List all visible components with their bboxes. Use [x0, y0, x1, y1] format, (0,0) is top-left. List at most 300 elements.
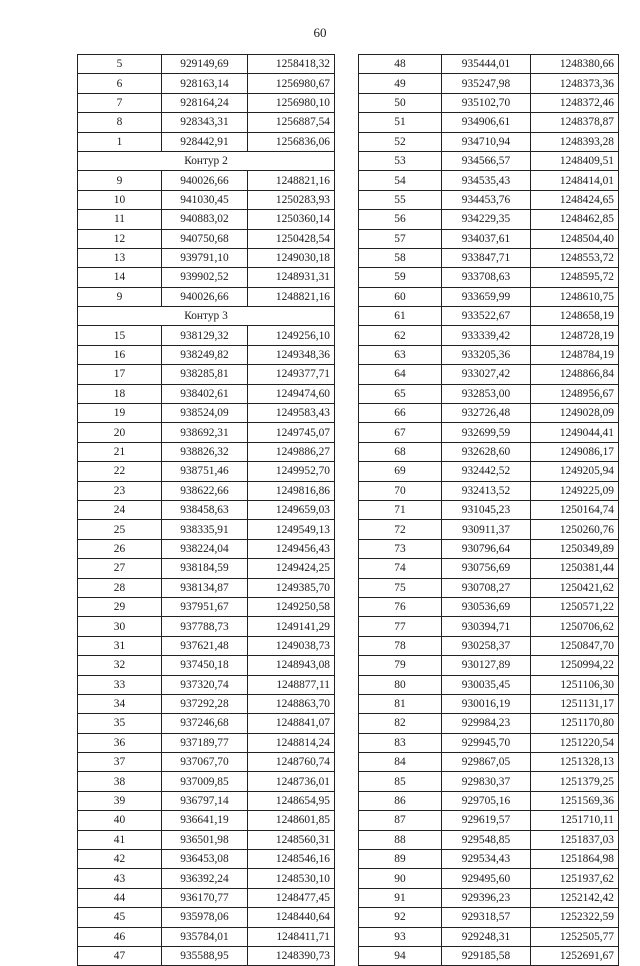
y-coordinate-cell: 1248373,36: [531, 74, 619, 93]
table-row: [359, 151, 619, 170]
point-number-cell: 40: [78, 811, 162, 830]
point-number-cell: 21: [78, 442, 162, 461]
table-row: [359, 229, 619, 248]
point-number-cell: 28: [78, 578, 162, 597]
table-row: [359, 714, 619, 733]
y-coordinate-cell: 1248821,16: [248, 171, 335, 190]
point-number-cell: 30: [78, 617, 162, 636]
table-row: [359, 113, 619, 132]
y-coordinate-cell: 1256887,54: [248, 113, 335, 132]
y-coordinate-cell: 1258418,32: [248, 55, 335, 74]
y-coordinate-cell: 1248504,40: [531, 229, 619, 248]
table-row: [78, 539, 335, 558]
x-coordinate-cell: 938458,63: [162, 500, 248, 519]
y-coordinate-cell: 1248736,01: [248, 772, 335, 791]
table-row: [78, 927, 335, 946]
x-coordinate-cell: 938402,61: [162, 384, 248, 403]
point-number-cell: 17: [78, 365, 162, 384]
y-coordinate-cell: 1249256,10: [248, 326, 335, 345]
y-coordinate-cell: 1249205,94: [531, 462, 619, 481]
table-row: [359, 908, 619, 927]
y-coordinate-cell: 1248610,75: [531, 287, 619, 306]
table-row: [78, 559, 335, 578]
x-coordinate-cell: 934566,57: [442, 151, 531, 170]
x-coordinate-cell: 930536,69: [442, 597, 531, 616]
table-row: [78, 268, 335, 287]
table-row: [359, 830, 619, 849]
y-coordinate-cell: 1249816,86: [248, 481, 335, 500]
point-number-cell: 11: [78, 210, 162, 229]
table-row: [78, 714, 335, 733]
y-coordinate-cell: 1256980,10: [248, 93, 335, 112]
point-number-cell: 66: [359, 404, 442, 423]
x-coordinate-cell: 934037,61: [442, 229, 531, 248]
point-number-cell: 15: [78, 326, 162, 345]
x-coordinate-cell: 934535,43: [442, 171, 531, 190]
y-coordinate-cell: 1250381,44: [531, 559, 619, 578]
y-coordinate-cell: 1251937,62: [531, 869, 619, 888]
x-coordinate-cell: 938184,59: [162, 559, 248, 578]
x-coordinate-cell: 935588,95: [162, 946, 248, 965]
point-number-cell: 24: [78, 500, 162, 519]
table-row: [78, 481, 335, 500]
table-row: [78, 326, 335, 345]
x-coordinate-cell: 938524,09: [162, 404, 248, 423]
y-coordinate-cell: 1248728,19: [531, 326, 619, 345]
y-coordinate-cell: 1248424,65: [531, 190, 619, 209]
table-row: [78, 772, 335, 791]
x-coordinate-cell: 936392,24: [162, 869, 248, 888]
x-coordinate-cell: 930756,69: [442, 559, 531, 578]
y-coordinate-cell: 1248601,85: [248, 811, 335, 830]
y-coordinate-cell: 1248530,10: [248, 869, 335, 888]
table-row: [359, 190, 619, 209]
table-row: [359, 365, 619, 384]
y-coordinate-cell: 1248760,74: [248, 753, 335, 772]
x-coordinate-cell: 930127,89: [442, 656, 531, 675]
y-coordinate-cell: 1256836,06: [248, 132, 335, 151]
point-number-cell: 19: [78, 404, 162, 423]
x-coordinate-cell: 929318,57: [442, 908, 531, 927]
y-coordinate-cell: 1250421,62: [531, 578, 619, 597]
x-coordinate-cell: 928164,24: [162, 93, 248, 112]
table-row: [359, 268, 619, 287]
y-coordinate-cell: 1248821,16: [248, 287, 335, 306]
x-coordinate-cell: 929248,31: [442, 927, 531, 946]
table-row: [359, 442, 619, 461]
y-coordinate-cell: 1248409,51: [531, 151, 619, 170]
x-coordinate-cell: 932442,52: [442, 462, 531, 481]
table-row: [78, 248, 335, 267]
x-coordinate-cell: 932726,48: [442, 404, 531, 423]
y-coordinate-cell: 1251837,03: [531, 830, 619, 849]
table-row: [78, 694, 335, 713]
x-coordinate-cell: 928442,91: [162, 132, 248, 151]
x-coordinate-cell: 930035,45: [442, 675, 531, 694]
x-coordinate-cell: 937788,73: [162, 617, 248, 636]
table-row: [78, 675, 335, 694]
point-number-cell: 78: [359, 636, 442, 655]
x-coordinate-cell: 940883,02: [162, 210, 248, 229]
y-coordinate-cell: 1249424,25: [248, 559, 335, 578]
y-coordinate-cell: 1250360,14: [248, 210, 335, 229]
point-number-cell: 84: [359, 753, 442, 772]
x-coordinate-cell: 930258,37: [442, 636, 531, 655]
y-coordinate-cell: 1249745,07: [248, 423, 335, 442]
point-number-cell: 57: [359, 229, 442, 248]
table-row: [78, 908, 335, 927]
table-row: [78, 888, 335, 907]
point-number-cell: 77: [359, 617, 442, 636]
y-coordinate-cell: 1248956,67: [531, 384, 619, 403]
x-coordinate-cell: 937009,85: [162, 772, 248, 791]
contour-header-row: [78, 307, 335, 326]
x-coordinate-cell: 929705,16: [442, 791, 531, 810]
y-coordinate-cell: 1248378,87: [531, 113, 619, 132]
point-number-cell: 20: [78, 423, 162, 442]
point-number-cell: 1: [78, 132, 162, 151]
table-row: [78, 345, 335, 364]
x-coordinate-cell: 936453,08: [162, 850, 248, 869]
x-coordinate-cell: 935978,06: [162, 908, 248, 927]
table-row: [78, 753, 335, 772]
point-number-cell: 16: [78, 345, 162, 364]
point-number-cell: 34: [78, 694, 162, 713]
y-coordinate-cell: 1252505,77: [531, 927, 619, 946]
x-coordinate-cell: 938622,66: [162, 481, 248, 500]
point-number-cell: 33: [78, 675, 162, 694]
y-coordinate-cell: 1252691,67: [531, 946, 619, 965]
point-number-cell: 52: [359, 132, 442, 151]
table-row: [78, 520, 335, 539]
x-coordinate-cell: 933522,67: [442, 307, 531, 326]
x-coordinate-cell: 938249,82: [162, 345, 248, 364]
x-coordinate-cell: 936797,14: [162, 791, 248, 810]
x-coordinate-cell: 940750,68: [162, 229, 248, 248]
y-coordinate-cell: 1249583,43: [248, 404, 335, 423]
x-coordinate-cell: 933205,36: [442, 345, 531, 364]
y-coordinate-cell: 1249030,18: [248, 248, 335, 267]
y-coordinate-cell: 1248372,46: [531, 93, 619, 112]
y-coordinate-cell: 1248411,71: [248, 927, 335, 946]
point-number-cell: 81: [359, 694, 442, 713]
x-coordinate-cell: 937951,67: [162, 597, 248, 616]
point-number-cell: 94: [359, 946, 442, 965]
y-coordinate-cell: 1256980,67: [248, 74, 335, 93]
x-coordinate-cell: 929619,57: [442, 811, 531, 830]
y-coordinate-cell: 1249377,71: [248, 365, 335, 384]
point-number-cell: 60: [359, 287, 442, 306]
x-coordinate-cell: 936641,19: [162, 811, 248, 830]
table-row: [359, 927, 619, 946]
table-row: [78, 365, 335, 384]
x-coordinate-cell: 929534,43: [442, 850, 531, 869]
y-coordinate-cell: 1248560,31: [248, 830, 335, 849]
point-number-cell: 43: [78, 869, 162, 888]
x-coordinate-cell: 932699,59: [442, 423, 531, 442]
point-number-cell: 35: [78, 714, 162, 733]
y-coordinate-cell: 1248658,19: [531, 307, 619, 326]
table-row: [78, 93, 335, 112]
point-number-cell: 29: [78, 597, 162, 616]
point-number-cell: 87: [359, 811, 442, 830]
y-coordinate-cell: 1249225,09: [531, 481, 619, 500]
y-coordinate-cell: 1250349,89: [531, 539, 619, 558]
point-number-cell: 18: [78, 384, 162, 403]
x-coordinate-cell: 935247,98: [442, 74, 531, 93]
y-coordinate-cell: 1251106,30: [531, 675, 619, 694]
y-coordinate-cell: 1248595,72: [531, 268, 619, 287]
point-number-cell: 5: [78, 55, 162, 74]
table-row: [359, 656, 619, 675]
point-number-cell: 59: [359, 268, 442, 287]
point-number-cell: 10: [78, 190, 162, 209]
point-number-cell: 50: [359, 93, 442, 112]
y-coordinate-cell: 1248477,45: [248, 888, 335, 907]
point-number-cell: 82: [359, 714, 442, 733]
point-number-cell: 48: [359, 55, 442, 74]
y-coordinate-cell: 1250706,62: [531, 617, 619, 636]
y-coordinate-cell: 1248380,66: [531, 55, 619, 74]
x-coordinate-cell: 938826,32: [162, 442, 248, 461]
x-coordinate-cell: 933339,42: [442, 326, 531, 345]
table-row: [359, 850, 619, 869]
point-number-cell: 7: [78, 93, 162, 112]
x-coordinate-cell: 928343,31: [162, 113, 248, 132]
point-number-cell: 25: [78, 520, 162, 539]
table-row: [359, 733, 619, 752]
table-row: [78, 830, 335, 849]
x-coordinate-cell: 937246,68: [162, 714, 248, 733]
table-row: [359, 384, 619, 403]
point-number-cell: 39: [78, 791, 162, 810]
x-coordinate-cell: 937067,70: [162, 753, 248, 772]
x-coordinate-cell: 930796,64: [442, 539, 531, 558]
table-row: [359, 791, 619, 810]
table-row: [359, 345, 619, 364]
table-row: [78, 946, 335, 965]
x-coordinate-cell: 937320,74: [162, 675, 248, 694]
table-row: [359, 481, 619, 500]
table-row: [78, 55, 335, 74]
x-coordinate-cell: 938751,46: [162, 462, 248, 481]
x-coordinate-cell: 938134,87: [162, 578, 248, 597]
table-row: [78, 500, 335, 519]
point-number-cell: 67: [359, 423, 442, 442]
y-coordinate-cell: 1248866,84: [531, 365, 619, 384]
table-row: [359, 578, 619, 597]
table-row: [78, 404, 335, 423]
x-coordinate-cell: 929945,70: [442, 733, 531, 752]
table-row: [359, 404, 619, 423]
x-coordinate-cell: 929396,23: [442, 888, 531, 907]
y-coordinate-cell: 1249141,29: [248, 617, 335, 636]
table-row: [78, 578, 335, 597]
point-number-cell: 80: [359, 675, 442, 694]
point-number-cell: 41: [78, 830, 162, 849]
point-number-cell: 79: [359, 656, 442, 675]
point-number-cell: 9: [78, 171, 162, 190]
table-row: [359, 287, 619, 306]
y-coordinate-cell: 1249886,27: [248, 442, 335, 461]
x-coordinate-cell: 929495,60: [442, 869, 531, 888]
x-coordinate-cell: 938692,31: [162, 423, 248, 442]
y-coordinate-cell: 1249086,17: [531, 442, 619, 461]
x-coordinate-cell: 929185,58: [442, 946, 531, 965]
y-coordinate-cell: 1248931,31: [248, 268, 335, 287]
table-row: [78, 850, 335, 869]
y-coordinate-cell: 1250847,70: [531, 636, 619, 655]
table-row: [78, 636, 335, 655]
x-coordinate-cell: 933659,99: [442, 287, 531, 306]
table-row: [359, 210, 619, 229]
x-coordinate-cell: 934453,76: [442, 190, 531, 209]
table-row: [359, 423, 619, 442]
table-row: [359, 772, 619, 791]
table-row: [359, 500, 619, 519]
x-coordinate-cell: 934229,35: [442, 210, 531, 229]
point-number-cell: 31: [78, 636, 162, 655]
contour-title: Контур 2: [78, 151, 335, 170]
point-number-cell: 70: [359, 481, 442, 500]
x-coordinate-cell: 938129,32: [162, 326, 248, 345]
point-number-cell: 69: [359, 462, 442, 481]
table-row: [78, 190, 335, 209]
x-coordinate-cell: 935784,01: [162, 927, 248, 946]
y-coordinate-cell: 1250164,74: [531, 500, 619, 519]
table-row: [359, 520, 619, 539]
point-number-cell: 13: [78, 248, 162, 267]
x-coordinate-cell: 932628,60: [442, 442, 531, 461]
point-number-cell: 62: [359, 326, 442, 345]
y-coordinate-cell: 1251569,36: [531, 791, 619, 810]
point-number-cell: 61: [359, 307, 442, 326]
point-number-cell: 85: [359, 772, 442, 791]
point-number-cell: 6: [78, 74, 162, 93]
point-number-cell: 92: [359, 908, 442, 927]
point-number-cell: 68: [359, 442, 442, 461]
x-coordinate-cell: 938285,81: [162, 365, 248, 384]
point-number-cell: 32: [78, 656, 162, 675]
x-coordinate-cell: 936170,77: [162, 888, 248, 907]
point-number-cell: 63: [359, 345, 442, 364]
x-coordinate-cell: 938335,91: [162, 520, 248, 539]
y-coordinate-cell: 1249474,60: [248, 384, 335, 403]
x-coordinate-cell: 930394,71: [442, 617, 531, 636]
y-coordinate-cell: 1251170,80: [531, 714, 619, 733]
table-row: [359, 811, 619, 830]
y-coordinate-cell: 1248462,85: [531, 210, 619, 229]
table-row: [78, 113, 335, 132]
point-number-cell: 14: [78, 268, 162, 287]
y-coordinate-cell: 1251864,98: [531, 850, 619, 869]
point-number-cell: 76: [359, 597, 442, 616]
table-row: [359, 675, 619, 694]
table-row: [78, 171, 335, 190]
table-row: [359, 248, 619, 267]
point-number-cell: 44: [78, 888, 162, 907]
y-coordinate-cell: 1248553,72: [531, 248, 619, 267]
x-coordinate-cell: 939902,52: [162, 268, 248, 287]
x-coordinate-cell: 935102,70: [442, 93, 531, 112]
point-number-cell: 47: [78, 946, 162, 965]
point-number-cell: 36: [78, 733, 162, 752]
table-row: [359, 597, 619, 616]
x-coordinate-cell: 930911,37: [442, 520, 531, 539]
point-number-cell: 37: [78, 753, 162, 772]
y-coordinate-cell: 1249659,03: [248, 500, 335, 519]
point-number-cell: 71: [359, 500, 442, 519]
point-number-cell: 72: [359, 520, 442, 539]
x-coordinate-cell: 933027,42: [442, 365, 531, 384]
point-number-cell: 53: [359, 151, 442, 170]
y-coordinate-cell: 1250260,76: [531, 520, 619, 539]
table-row: [78, 617, 335, 636]
table-row: [359, 326, 619, 345]
y-coordinate-cell: 1248393,28: [531, 132, 619, 151]
table-row: [78, 733, 335, 752]
x-coordinate-cell: 940026,66: [162, 287, 248, 306]
y-coordinate-cell: 1249549,13: [248, 520, 335, 539]
y-coordinate-cell: 1252142,42: [531, 888, 619, 907]
table-row: [359, 462, 619, 481]
table-row: [78, 597, 335, 616]
table-row: [78, 811, 335, 830]
point-number-cell: 54: [359, 171, 442, 190]
point-number-cell: 86: [359, 791, 442, 810]
point-number-cell: 74: [359, 559, 442, 578]
point-number-cell: 89: [359, 850, 442, 869]
y-coordinate-cell: 1248784,19: [531, 345, 619, 364]
table-row: [78, 210, 335, 229]
table-row: [78, 656, 335, 675]
table-row: [78, 229, 335, 248]
x-coordinate-cell: 932853,00: [442, 384, 531, 403]
x-coordinate-cell: 932413,52: [442, 481, 531, 500]
y-coordinate-cell: 1249250,58: [248, 597, 335, 616]
y-coordinate-cell: 1248546,16: [248, 850, 335, 869]
point-number-cell: 26: [78, 539, 162, 558]
table-row: [78, 74, 335, 93]
point-number-cell: 93: [359, 927, 442, 946]
point-number-cell: 56: [359, 210, 442, 229]
y-coordinate-cell: 1249952,70: [248, 462, 335, 481]
y-coordinate-cell: 1251220,54: [531, 733, 619, 752]
point-number-cell: 75: [359, 578, 442, 597]
x-coordinate-cell: 933847,71: [442, 248, 531, 267]
y-coordinate-cell: 1251328,13: [531, 753, 619, 772]
table-row: [78, 384, 335, 403]
table-row: [359, 636, 619, 655]
y-coordinate-cell: 1248440,64: [248, 908, 335, 927]
y-coordinate-cell: 1248654,95: [248, 791, 335, 810]
y-coordinate-cell: 1249385,70: [248, 578, 335, 597]
y-coordinate-cell: 1250994,22: [531, 656, 619, 675]
table-row: [359, 888, 619, 907]
y-coordinate-cell: 1251131,17: [531, 694, 619, 713]
table-row: [78, 869, 335, 888]
point-number-cell: 73: [359, 539, 442, 558]
x-coordinate-cell: 937621,48: [162, 636, 248, 655]
table-row: [359, 694, 619, 713]
table-row: [78, 423, 335, 442]
point-number-cell: 12: [78, 229, 162, 248]
table-row: [78, 791, 335, 810]
point-number-cell: 8: [78, 113, 162, 132]
y-coordinate-cell: 1249044,41: [531, 423, 619, 442]
x-coordinate-cell: 933708,63: [442, 268, 531, 287]
table-row: [359, 753, 619, 772]
